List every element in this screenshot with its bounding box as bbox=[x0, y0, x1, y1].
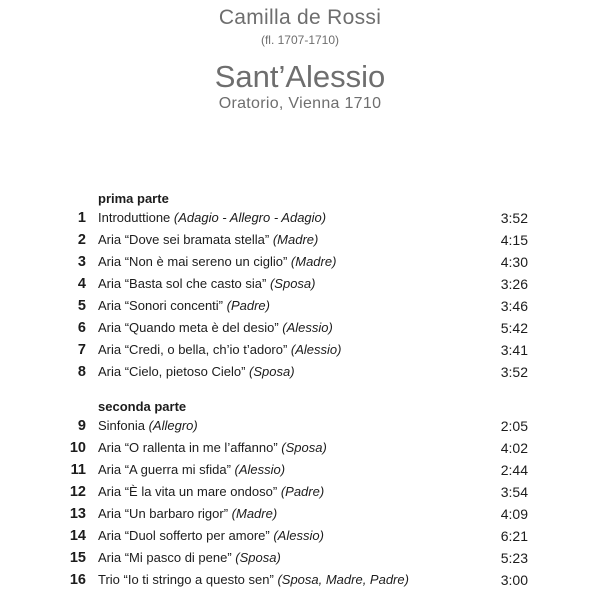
track-title bbox=[98, 437, 327, 459]
track-detail: (Sposa, Madre, Padre) bbox=[277, 572, 409, 587]
composer-name: Camilla de Rossi bbox=[218, 6, 382, 29]
track-title bbox=[98, 361, 295, 383]
track-title-text: Aria “Duol sofferto per amore” bbox=[98, 528, 274, 543]
part-heading: seconda parte bbox=[98, 399, 187, 414]
track-duration: 3:54 bbox=[500, 484, 528, 500]
track-number: 15 bbox=[69, 550, 86, 566]
track-duration: 3:52 bbox=[500, 210, 528, 226]
track-number: 1 bbox=[77, 210, 86, 226]
track-title-text: Trio “Io ti stringo a questo sen” bbox=[98, 572, 278, 587]
track-title bbox=[98, 503, 277, 525]
track-number: 13 bbox=[69, 506, 86, 522]
track-title bbox=[98, 229, 318, 251]
track-title bbox=[98, 339, 342, 361]
track-detail: (Madre) bbox=[272, 232, 319, 247]
track-title bbox=[98, 295, 270, 317]
track-detail: (Sposa) bbox=[269, 276, 316, 291]
track-row bbox=[0, 569, 600, 591]
track-title-text: Aria “Un barbaro rigor” bbox=[98, 506, 232, 521]
track-number: 2 bbox=[77, 232, 86, 248]
track-number: 3 bbox=[77, 254, 86, 270]
track-title bbox=[98, 459, 285, 481]
track-row bbox=[0, 317, 600, 339]
track-duration: 4:15 bbox=[500, 232, 528, 248]
track-number: 5 bbox=[77, 298, 86, 314]
track-detail: (Alessio) bbox=[273, 528, 324, 543]
track-title bbox=[98, 415, 198, 437]
work-subtitle: Oratorio, Vienna 1710 bbox=[218, 95, 382, 112]
track-row bbox=[0, 415, 600, 437]
track-duration: 4:02 bbox=[500, 440, 528, 456]
track-number: 4 bbox=[77, 276, 86, 292]
track-title-text: Aria “Non è mai sereno un ciglio” bbox=[98, 254, 291, 269]
track-detail: (Adagio - Allegro - Adagio) bbox=[173, 210, 327, 225]
track-row bbox=[0, 525, 600, 547]
work-title: Sant’Alessio bbox=[214, 59, 386, 94]
composer-dates: (fl. 1707-1710) bbox=[260, 33, 340, 47]
track-title-text: Aria “O rallenta in me l’affanno” bbox=[98, 440, 282, 455]
track-duration: 5:23 bbox=[500, 550, 528, 566]
track-title-text: Aria “Credi, o bella, ch’io t’adoro” bbox=[98, 342, 291, 357]
track-duration: 3:46 bbox=[500, 298, 528, 314]
track-title bbox=[98, 569, 409, 591]
track-title-text: Aria “Quando meta è del desio” bbox=[98, 320, 283, 335]
track-detail: (Padre) bbox=[226, 298, 270, 313]
track-title bbox=[98, 207, 326, 229]
track-row bbox=[0, 547, 600, 569]
track-title bbox=[98, 251, 336, 273]
track-detail: (Sposa) bbox=[249, 364, 295, 379]
track-row bbox=[0, 481, 600, 503]
track-duration: 2:44 bbox=[500, 462, 528, 478]
track-number: 14 bbox=[69, 528, 86, 544]
track-row bbox=[0, 361, 600, 383]
track-row bbox=[0, 273, 600, 295]
part-heading: prima parte bbox=[98, 191, 169, 206]
track-title-text: Aria “A guerra mi sfida” bbox=[98, 462, 235, 477]
track-title bbox=[98, 481, 324, 503]
track-number: 16 bbox=[69, 572, 86, 588]
track-duration: 3:41 bbox=[500, 342, 528, 358]
track-duration: 2:05 bbox=[500, 418, 528, 434]
track-detail: (Madre) bbox=[231, 506, 278, 521]
track-row bbox=[0, 251, 600, 273]
track-number: 10 bbox=[69, 440, 86, 456]
track-title-text: Sinfonia bbox=[98, 418, 149, 433]
track-detail: (Alessio) bbox=[290, 342, 342, 357]
track-duration: 4:09 bbox=[500, 506, 528, 522]
track-row bbox=[0, 295, 600, 317]
track-row bbox=[0, 207, 600, 229]
track-duration: 3:00 bbox=[500, 572, 528, 588]
track-row bbox=[0, 339, 600, 361]
track-number: 12 bbox=[69, 484, 86, 500]
track-detail: (Sposa) bbox=[281, 440, 327, 455]
track-row bbox=[0, 437, 600, 459]
track-title-text: Aria “Dove sei bramata stella” bbox=[98, 232, 273, 247]
track-title bbox=[98, 273, 316, 295]
track-title bbox=[98, 317, 333, 339]
track-detail: (Allegro) bbox=[148, 418, 198, 433]
track-row bbox=[0, 503, 600, 525]
track-title-text: Introduttione bbox=[98, 210, 174, 225]
track-duration: 4:30 bbox=[500, 254, 528, 270]
track-title bbox=[98, 525, 324, 547]
track-detail: (Alessio) bbox=[234, 462, 286, 477]
track-duration: 3:26 bbox=[500, 276, 528, 292]
track-duration: 3:52 bbox=[500, 364, 528, 380]
track-number: 6 bbox=[77, 320, 86, 336]
track-title-text: Aria “Cielo, pietoso Cielo” bbox=[98, 364, 250, 379]
track-detail: (Madre) bbox=[290, 254, 337, 269]
track-title-text: Aria “Basta sol che casto sia” bbox=[98, 276, 270, 291]
track-row bbox=[0, 229, 600, 251]
track-number: 7 bbox=[77, 342, 86, 358]
track-detail: (Padre) bbox=[280, 484, 325, 499]
track-title bbox=[98, 547, 281, 569]
track-detail: (Sposa) bbox=[235, 550, 281, 565]
track-row bbox=[0, 459, 600, 481]
track-duration: 6:21 bbox=[500, 528, 528, 544]
track-number: 9 bbox=[77, 418, 86, 434]
track-duration: 5:42 bbox=[500, 320, 528, 336]
track-title-text: Aria “Sonori concenti” bbox=[98, 298, 227, 313]
track-title-text: Aria “È la vita un mare ondoso” bbox=[98, 484, 281, 499]
track-number: 8 bbox=[77, 364, 86, 380]
track-detail: (Alessio) bbox=[282, 320, 333, 335]
track-number: 11 bbox=[70, 462, 86, 478]
track-title-text: Aria “Mi pasco di pene” bbox=[98, 550, 236, 565]
